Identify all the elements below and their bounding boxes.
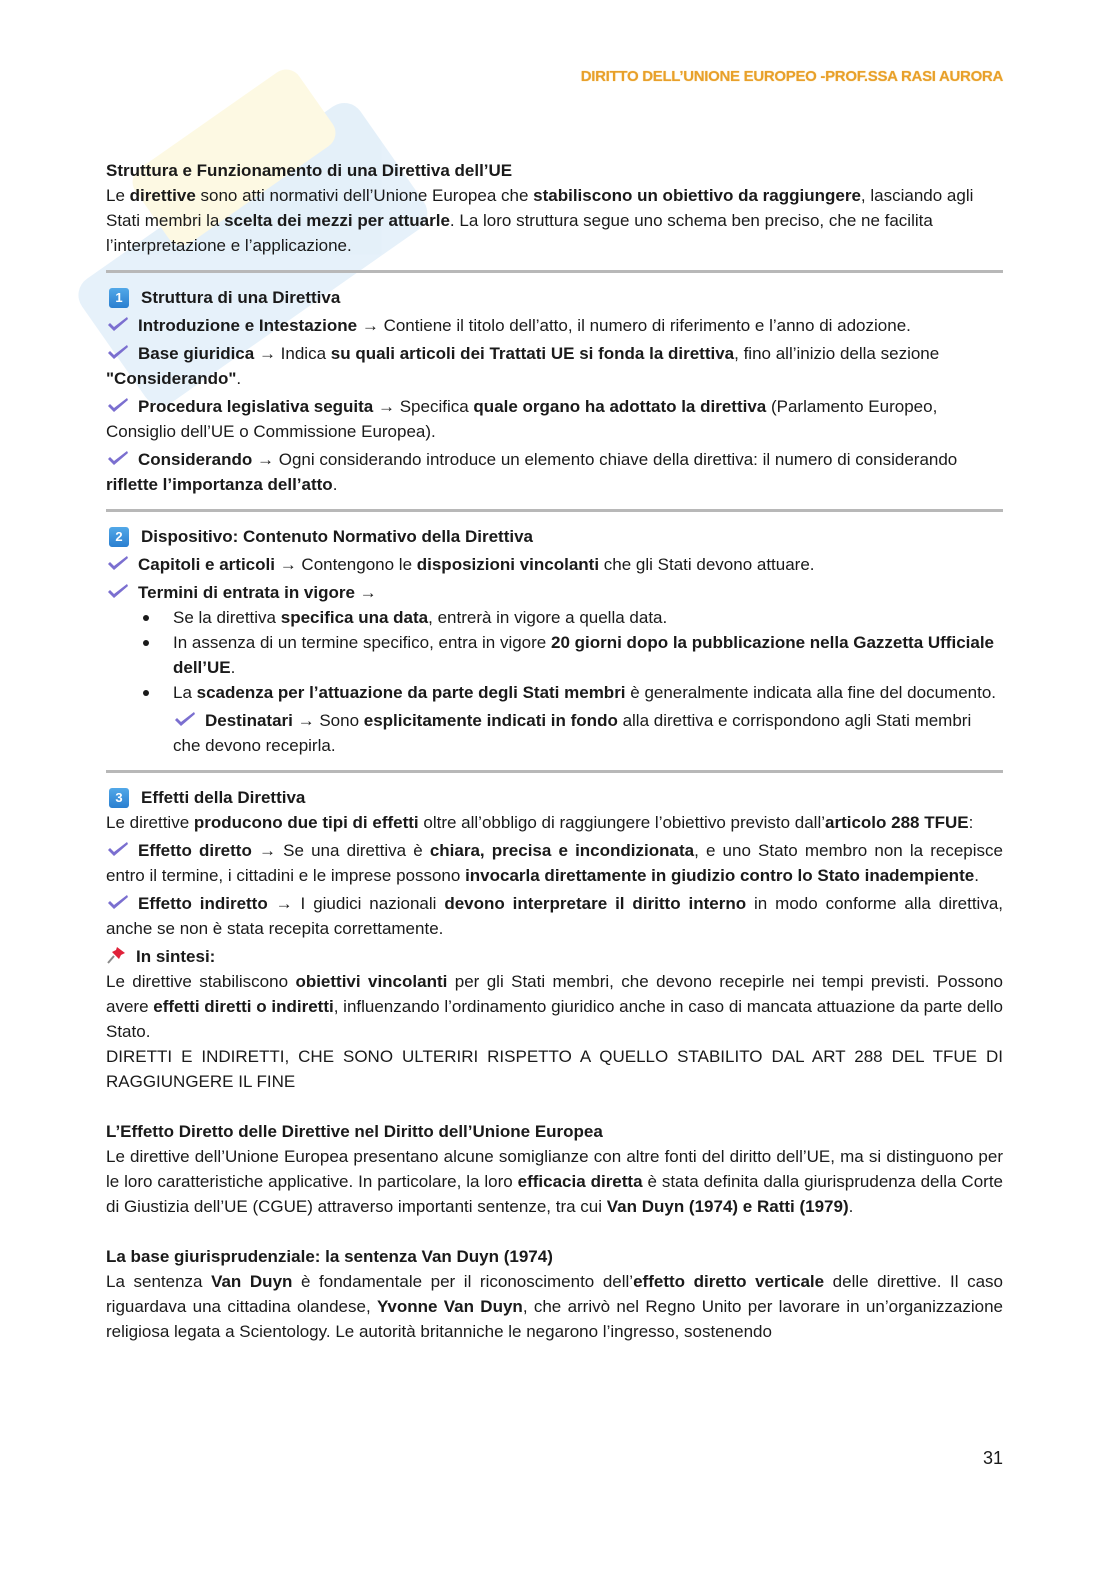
section2-item: Capitoli e articoli → Contengono le disposizioni vincolanti che gli Stati devono attuare. — [106, 552, 1003, 577]
page-number: 31 — [982, 1448, 1003, 1468]
number-one-icon: 1 — [109, 288, 129, 308]
document-body — [106, 158, 1003, 1344]
van-duyn-paragraph: La sentenza Van Duyn è fondamentale per il riconoscimento dell’effetto diretto verticale delle direttive. Il caso riguardava una cittadina olandese, Yvonne Van Duyn, che arrivò nel Regno Unito per lavorare in un’organizzazione religiosa legata a Scientology. Le autorità britanniche le negarono l’ingresso, sostenendo — [106, 1272, 1004, 1341]
effetto-diretto-paragraph: Le direttive dell’Unione Europea presentano alcune somiglianze con altre fonti del diritto dell’UE, ma si distinguono per le loro caratteristiche applicative. In particolare, la loro efficacia diretta è stata definita dalla giurisprudenza della Corte di Giustizia dell’UE (CGUE) attraverso importanti sentenze, tra cui Van Duyn (1974) e Ratti (1979). — [106, 1147, 1003, 1216]
section-divider — [106, 770, 1003, 773]
summary-heading: In sintesi: — [106, 944, 1003, 969]
section1-item: Base giuridica → Indica su quali articoli dei Trattati UE si fonda la direttiva, fino all’inizio della sezione "Considerando". — [106, 344, 940, 388]
intro-paragraph: Le direttive sono atti normativi dell’Unione Europea che stabiliscono un obiettivo da raggiungere, lasciando agli Stati membri la scelta dei mezzi per attuarle. La loro struttura segue uno schema ben preciso, che ne facilita l’interpretazione e l’applicazione. — [106, 186, 974, 255]
check-icon — [106, 450, 130, 468]
pushpin-icon — [106, 945, 128, 965]
effect-direct: Effetto diretto → Se una direttiva è chiara, precisa e incondizionata, e uno Stato membro non la recepisce entro il termine, i cittadini e le imprese possono invocarla direttamente in giudizio contro lo Stato inadempiente. — [106, 841, 1003, 885]
list-item: In assenza di un termine specifico, entra in vigore 20 giorni dopo la pubblicazione nella Gazzetta Ufficiale dell’UE. — [173, 630, 1003, 680]
number-two-icon: 2 — [109, 527, 129, 547]
running-header: DIRITTO DELL’UNIONE EUROPEO -PROF.SSA RASI AURORA — [580, 68, 1003, 85]
section3-title: 3 Effetti della Direttiva — [106, 785, 1003, 810]
section-divider — [106, 270, 1003, 273]
check-icon — [106, 894, 130, 912]
check-icon — [173, 711, 197, 729]
section-divider — [106, 509, 1003, 512]
section1-item: Considerando → Ogni considerando introduce un elemento chiave della direttiva: il numero di considerando riflette l’importanza dell’atto. — [106, 450, 958, 494]
section2-item: Termini di entrata in vigore → — [106, 580, 1003, 605]
check-icon — [106, 397, 130, 415]
check-icon — [106, 555, 130, 573]
list-item: Se la direttiva specifica una data, entrerà in vigore a quella data. — [173, 605, 1003, 630]
check-icon — [106, 316, 130, 334]
section2-title: 2 Dispositivo: Contenuto Normativo della Direttiva — [106, 524, 1003, 549]
section2-item: Destinatari → Sono esplicitamente indicati in fondo alla direttiva e corrispondono agli Stati membri che devono recepirla. — [173, 711, 972, 755]
section1-title: 1 Struttura di una Direttiva — [106, 285, 1003, 310]
intro-title: Struttura e Funzionamento di una Direttiva dell’UE — [106, 161, 513, 180]
section1-item: Introduzione e Intestazione → Contiene il titolo dell’atto, il numero di riferimento e l’anno di adozione. — [106, 313, 1003, 338]
uppercase-note: DIRETTI E INDIRETTI, CHE SONO ULTERIRI RISPETTO A QUELLO STABILITO DAL ART 288 DEL TFUE DI RAGGIUNGERE IL FINE — [106, 1047, 1003, 1091]
section1-item: Procedura legislativa seguita → Specifica quale organo ha adottato la direttiva (Parlamento Europeo, Consiglio dell’UE o Commissione Europea). — [106, 397, 938, 441]
van-duyn-title: La base giurisprudenziale: la sentenza Van Duyn (1974) — [106, 1247, 553, 1266]
number-three-icon: 3 — [109, 788, 129, 808]
effetto-diretto-title: L’Effetto Diretto delle Direttive nel Diritto dell’Unione Europea — [106, 1122, 603, 1141]
summary-paragraph: Le direttive stabiliscono obiettivi vincolanti per gli Stati membri, che devono recepirle nei tempi previsti. Possono avere effetti diretti o indiretti, influenzando l’ordinamento giuridico anche in caso di mancata attuazione da parte dello Stato. — [106, 972, 1003, 1041]
check-icon — [106, 344, 130, 362]
effect-indirect: Effetto indiretto → I giudici nazionali devono interpretare il diritto interno in modo conforme alla direttiva, anche se non è stata recepita correttamente. — [106, 894, 1003, 938]
list-item: La scadenza per l’attuazione da parte degli Stati membri è generalmente indicata alla fine del documento. — [173, 680, 1003, 705]
check-icon — [106, 583, 130, 601]
check-icon — [106, 841, 130, 859]
bullet-list — [106, 605, 1003, 705]
section3-lead: Le direttive producono due tipi di effetti oltre all’obbligo di raggiungere l’obiettivo previsto dall’articolo 288 TFUE: — [106, 813, 974, 832]
